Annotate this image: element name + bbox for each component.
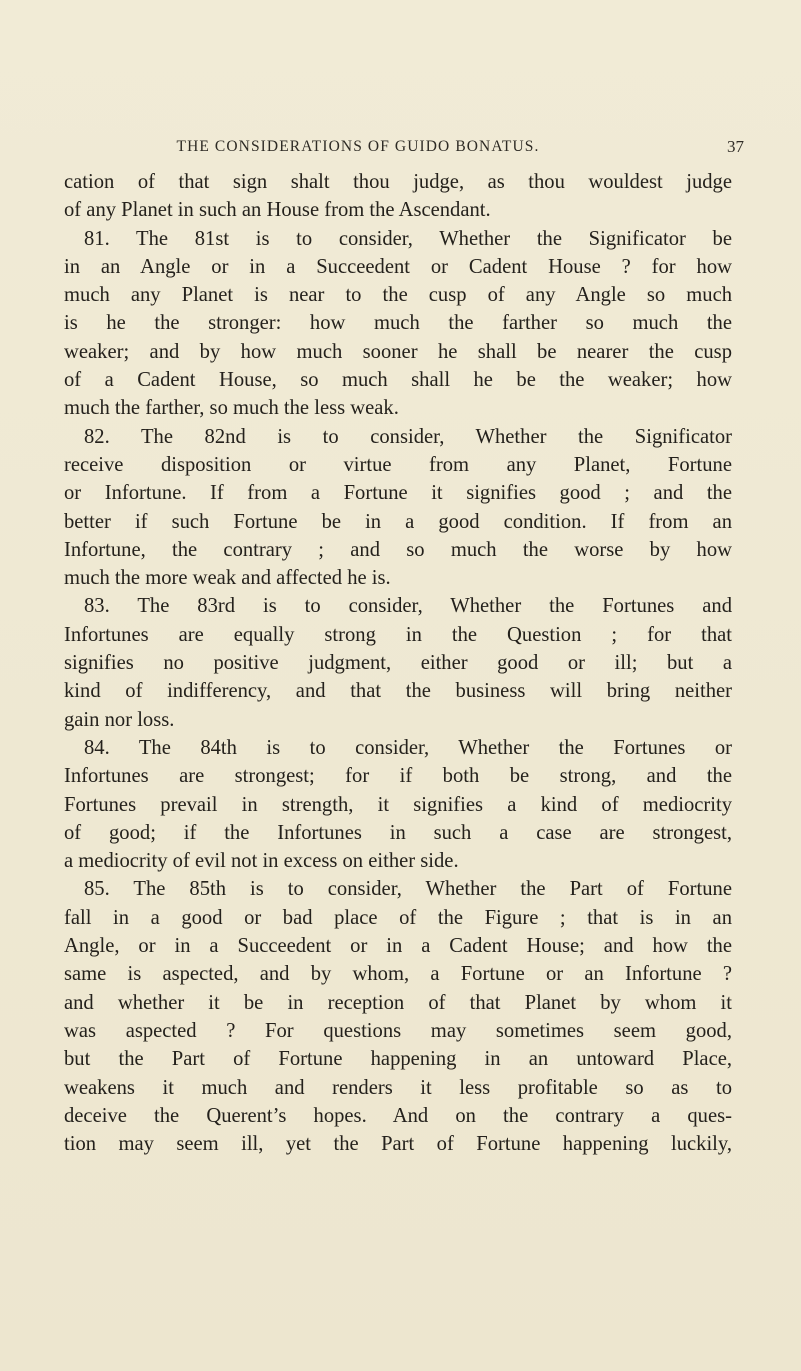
text-line: receive disposition or virtue from any Planet, Fortune	[64, 453, 732, 476]
text-line: signifies no positive judgment, either good or ill; but a	[64, 652, 732, 675]
text-line: 81. The 81st is to consider, Whether the Significator be	[84, 227, 732, 250]
text-line: Infortunes are strongest; for if both be strong, and the	[64, 765, 732, 788]
text-line: weaker; and by how much sooner he shall be nearer the cusp	[64, 340, 732, 363]
text-line: in an Angle or in a Succeedent or Cadent House ? for how	[64, 255, 732, 278]
text-line: cation of that sign shalt thou judge, as thou wouldest judge	[64, 171, 732, 193]
text-line: of any Planet in such an House from the Ascendant.	[64, 199, 491, 222]
text-line: a mediocrity of evil not in excess on either side.	[64, 850, 459, 873]
text-line: but the Part of Fortune happening in an untoward Place,	[64, 1048, 732, 1071]
text-line: same is aspected, and by whom, a Fortune or an Infortune ?	[64, 963, 732, 986]
text-line: much the more weak and affected he is.	[64, 567, 391, 590]
text-line: tion may seem ill, yet the Part of Fortune happening luckily,	[64, 1133, 732, 1156]
text-line: is he the stronger: how much the farther so much the	[64, 312, 732, 335]
text-line: deceive the Querent’s hopes. And on the contrary a ques-	[64, 1104, 732, 1127]
text-line: 82. The 82nd is to consider, Whether the Significator	[84, 425, 732, 448]
text-line: of good; if the Infortunes in such a case are strongest,	[64, 821, 732, 844]
text-line: Infortunes are equally strong in the Question ; for that	[64, 623, 732, 646]
text-line: 85. The 85th is to consider, Whether the Part of Fortune	[84, 878, 732, 901]
text-line: gain nor loss.	[64, 708, 175, 731]
page-number: 37	[727, 137, 744, 156]
text-line: weakens it much and renders it less profitable so as to	[64, 1076, 732, 1099]
text-line: was aspected ? For questions may sometimes seem good,	[64, 1019, 732, 1042]
text-line: and whether it be in reception of that Planet by whom it	[64, 991, 732, 1014]
text-line: Infortune, the contrary ; and so much the worse by how	[64, 538, 732, 561]
text-line: much the farther, so much the less weak.	[64, 397, 399, 420]
text-line: 83. The 83rd is to consider, Whether the Fortunes and	[84, 595, 732, 618]
text-line: better if such Fortune be in a good condition. If from an	[64, 510, 732, 533]
text-line: 84. The 84th is to consider, Whether the Fortunes or	[84, 736, 732, 759]
text-line: Fortunes prevail in strength, it signifies a kind of mediocrity	[64, 793, 732, 816]
page-header	[0, 138, 801, 162]
running-head: THE CONSIDERATIONS OF GUIDO BONATUS.	[176, 138, 540, 155]
text-line: kind of indifferency, and that the business will bring neither	[64, 680, 732, 703]
text-line: or Infortune. If from a Fortune it signifies good ; and the	[64, 482, 732, 505]
body-text	[64, 168, 732, 1158]
text-line: fall in a good or bad place of the Figure ; that is in an	[64, 906, 732, 929]
text-line: of a Cadent House, so much shall he be the weaker; how	[64, 369, 732, 392]
text-line: Angle, or in a Succeedent or in a Cadent House; and how the	[64, 935, 732, 958]
text-line: much any Planet is near to the cusp of any Angle so much	[64, 284, 732, 307]
